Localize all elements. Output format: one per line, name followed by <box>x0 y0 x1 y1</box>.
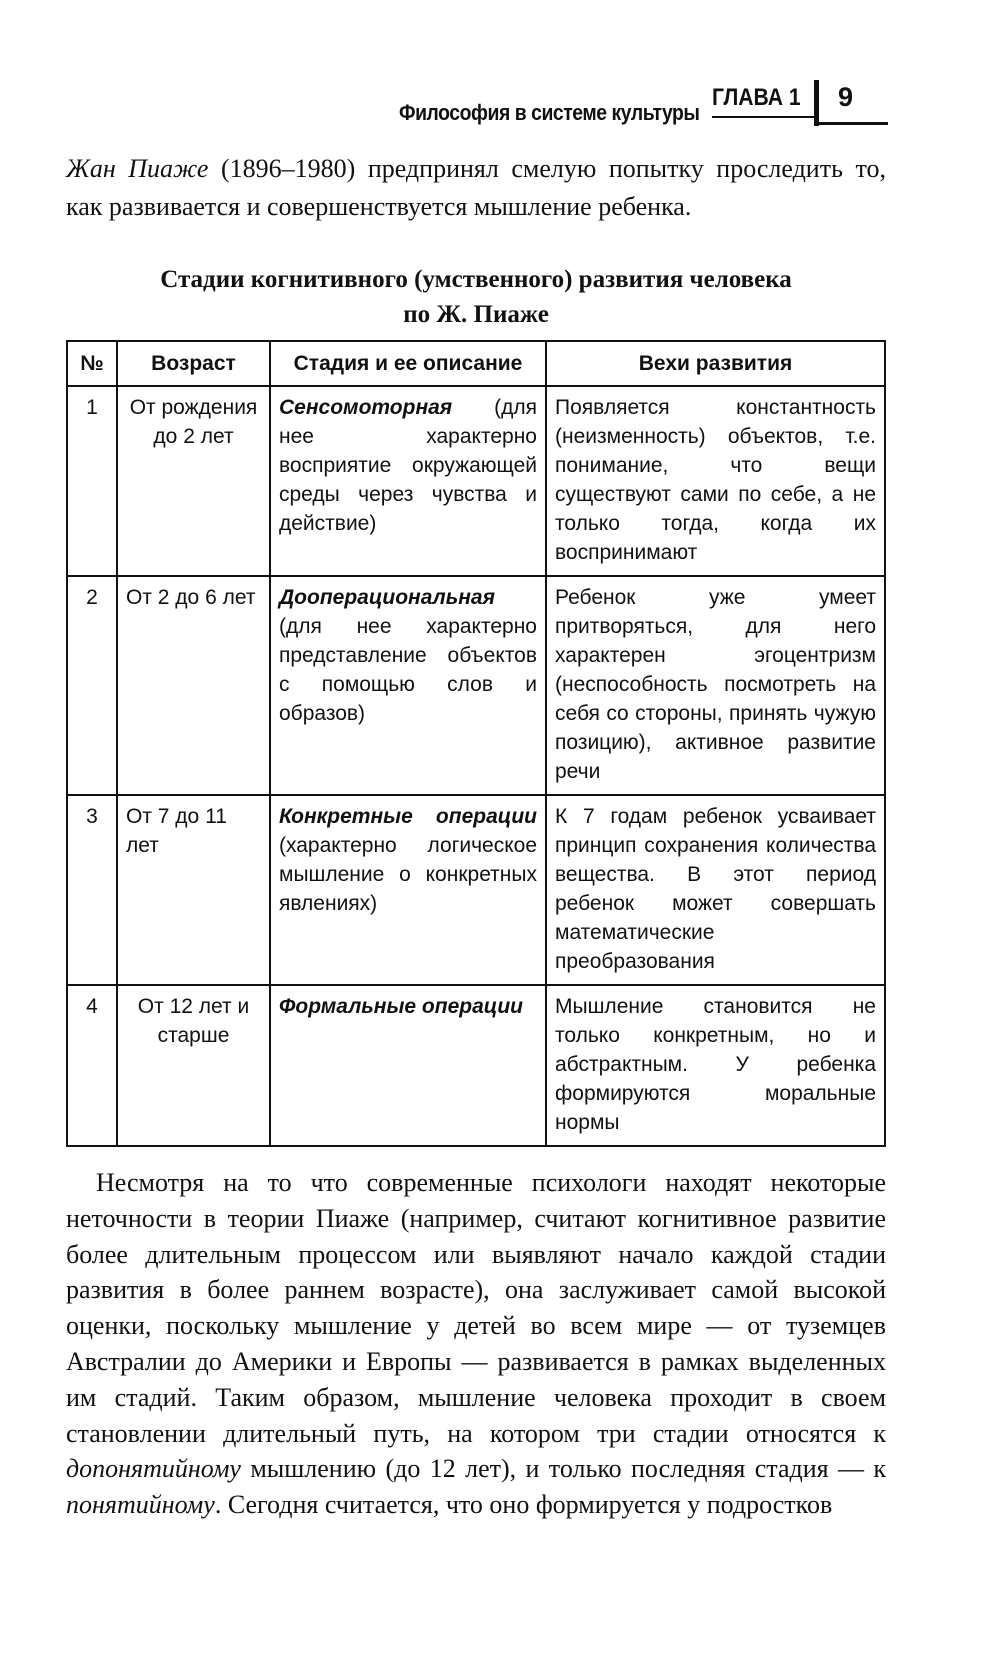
table-caption <box>66 262 886 332</box>
stage-description: (характерно логическое мышление о конкретных явлениях) <box>279 834 537 915</box>
stage-name: Дооперациональная <box>279 586 495 609</box>
caption-line-2: по Ж. Пиаже <box>403 301 549 328</box>
body-text-part-2: мышлению (до 12 лет), и только последняя стадия — к <box>240 1454 886 1484</box>
row-milestones: Появляется константность (неизменность) объектов, т.е. понимание, что вещи существуют сами по себе, а не только тогда, когда их воспринимают <box>546 386 885 576</box>
piaget-stages-table <box>66 340 886 1147</box>
chapter-underline <box>712 116 814 118</box>
emphasis-conceptual: понятийному <box>66 1490 215 1520</box>
header-number: № <box>67 341 117 386</box>
stage-description: (для нее характерно представление объектов с помощью слов и образов) <box>279 615 537 725</box>
intro-paragraph <box>66 150 886 226</box>
header-milestones: Вехи развития <box>546 341 885 386</box>
body-paragraph <box>66 1165 886 1523</box>
running-title: Философия в системе культуры <box>399 100 700 125</box>
table-row <box>67 386 885 576</box>
row-number: 4 <box>67 985 117 1146</box>
table-row <box>67 795 885 985</box>
author-name: Жан Пиаже <box>66 154 209 183</box>
row-stage <box>270 795 546 985</box>
body-text-part-1: Несмотря на то что современные психологи находят некоторые неточности в теории Пиаже (например, считают когнитивное развитие более длительным процессом или выявляют начало каждой стадии развития в более раннем возрасте), она заслуживает самой высокой оценки, поскольку мышление у детей во всем мире — от туземцев Австралии до Америки и Европы — развивается в рамках выделенных им стадий. Таким образом, мышление человека проходит в своем становлении длительный путь, на котором три стадии относятся к <box>66 1168 886 1448</box>
row-age: От 7 до 11 лет <box>117 795 270 985</box>
row-stage <box>270 985 546 1146</box>
page-number-rule <box>814 122 888 125</box>
row-milestones: Мышление становится не только конкретным, но и абстрактным. У ребенка формируются моральные нормы <box>546 985 885 1146</box>
stage-name: Формальные операции <box>279 995 523 1018</box>
emphasis-preconceptual: допонятийному <box>66 1454 241 1484</box>
row-number: 2 <box>67 576 117 795</box>
table-header-row <box>67 341 885 386</box>
row-age: От 12 лет и старше <box>117 985 270 1146</box>
row-stage <box>270 576 546 795</box>
stage-description: (для нее характерно восприятие окружающей среды через чувства и действие) <box>279 396 537 535</box>
row-milestones: Ребенок уже умеет притворяться, для него характерен эгоцентризм (неспособность посмотреть на себя со стороны, принять чужую позицию), активное развитие речи <box>546 576 885 795</box>
table-row <box>67 985 885 1146</box>
header-age: Возраст <box>117 341 270 386</box>
header-stage: Стадия и ее описание <box>270 341 546 386</box>
stage-name: Сенсомоторная <box>279 396 453 419</box>
header-divider <box>814 80 819 126</box>
row-milestones: К 7 годам ребенок усваивает принцип сохранения количества вещества. В этот период ребенок может совершать математические преобразования <box>546 795 885 985</box>
row-number: 3 <box>67 795 117 985</box>
chapter-label: ГЛАВА 1 <box>712 84 801 111</box>
row-stage <box>270 386 546 576</box>
caption-line-1: Стадии когнитивного (умственного) развития человека <box>160 266 792 293</box>
stage-name: Конкретные операции <box>279 805 537 828</box>
row-age: От 2 до 6 лет <box>117 576 270 795</box>
row-number: 1 <box>67 386 117 576</box>
body-text-part-3: . Сегодня считается, что оно формируется у подростков <box>214 1490 833 1520</box>
intro-text: (1896–1980) предпринял смелую попытку проследить то, как развивается и совершенствуется мышление ребенка. <box>66 154 887 221</box>
page-header <box>0 78 1000 138</box>
row-age: От рождения до 2 лет <box>117 386 270 576</box>
page-number: 9 <box>838 82 854 112</box>
table-row <box>67 576 885 795</box>
